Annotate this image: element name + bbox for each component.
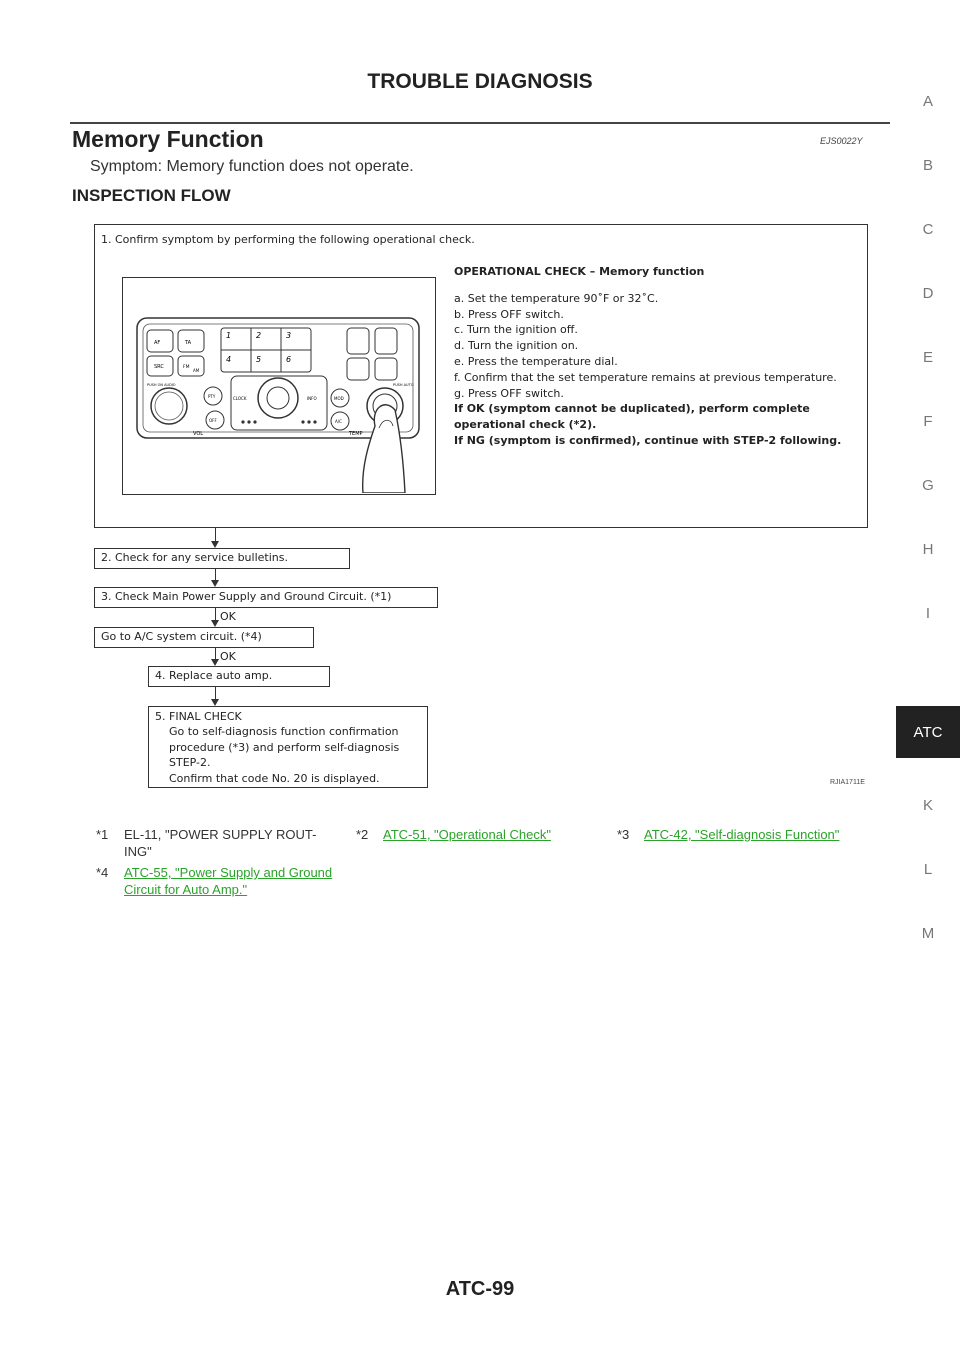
flow-step-5-line: Go to self-diagnosis function confirmation	[169, 725, 399, 739]
flow-step-5-line: Confirm that code No. 20 is displayed.	[169, 771, 380, 785]
ok-label: OK	[220, 650, 236, 663]
footnote-text-1: EL-11, "POWER SUPPLY ROUT-ING"	[124, 827, 317, 859]
header-rule	[70, 122, 890, 124]
flow-step-3-box	[94, 587, 438, 608]
panel-label-fm: FM	[183, 365, 190, 370]
panel-label-5: 5	[256, 355, 262, 364]
flow-step-2-box	[94, 548, 350, 569]
flow-step-4-box	[148, 666, 330, 687]
op-item: c. Turn the ignition off.	[454, 323, 578, 337]
ok-label: OK	[220, 610, 236, 623]
op-item: a. Set the temperature 90˚F or 32˚C.	[454, 291, 659, 305]
panel-label-am: AM	[193, 368, 200, 373]
op-item: e. Press the temperature dial.	[454, 354, 618, 368]
panel-label-off: OFF	[209, 418, 217, 423]
footnote-key-1: *1	[96, 827, 109, 842]
flow-step-5-line: STEP-2.	[169, 756, 211, 770]
control-panel-drawing	[123, 278, 434, 493]
op-item: b. Press OFF switch.	[454, 307, 564, 321]
panel-label-push-auto: PUSH AUTO	[393, 383, 414, 387]
flow-step-2-text: 2. Check for any service bulletins.	[101, 551, 288, 564]
op-result-ok: If OK (symptom cannot be duplicated), perform complete operational check (*2).	[454, 402, 810, 432]
control-panel-illustration	[122, 277, 436, 495]
flow-arrowhead	[211, 659, 219, 666]
side-tab-atc-active[interactable]: ATC	[896, 706, 960, 758]
op-item: d. Turn the ignition on.	[454, 339, 579, 353]
flow-step-3-text: 3. Check Main Power Supply and Ground Circuit. (*1)	[101, 590, 392, 603]
op-result-ng: If NG (symptom is confirmed), continue with STEP-2 following.	[454, 433, 842, 447]
flow-step-5-title: 5. FINAL CHECK	[155, 710, 242, 723]
panel-label-push-on-audio: PUSH ON AUDIO	[147, 383, 176, 387]
panel-label-vol: VOL	[193, 431, 204, 437]
side-tab-i[interactable]: I	[925, 605, 931, 622]
symptom-text: Symptom: Memory function does not operate.	[90, 158, 414, 175]
panel-label-1: 1	[226, 331, 232, 340]
op-item: f. Confirm that the set temperature remains at previous temperature.	[454, 370, 837, 384]
flow-step-1-text: 1. Confirm symptom by performing the following operational check.	[101, 233, 475, 246]
inspection-flow-heading: INSPECTION FLOW	[72, 186, 231, 205]
panel-label-6: 6	[286, 355, 292, 364]
side-tab-m[interactable]: M	[921, 925, 935, 942]
side-tab-k[interactable]: K	[922, 797, 933, 814]
side-tab-l[interactable]: L	[923, 861, 933, 878]
side-tab-c[interactable]: C	[922, 221, 934, 238]
section-title: Memory Function	[72, 126, 264, 152]
side-tab-g[interactable]: G	[922, 477, 934, 494]
panel-label-3: 3	[286, 331, 292, 340]
footnote-key-4: *4	[96, 865, 109, 880]
figure-code: RJIA1711E	[830, 779, 865, 786]
op-item: g. Press OFF switch.	[454, 386, 564, 400]
panel-label-clock: CLOCK	[233, 396, 247, 401]
footnote-key-3: *3	[617, 827, 630, 842]
side-tab-d[interactable]: D	[922, 285, 934, 302]
panel-label-info: INFO	[307, 396, 317, 401]
side-tab-b[interactable]: B	[922, 157, 933, 174]
footnote-link-2[interactable]: ATC-51, "Operational Check"	[383, 827, 551, 842]
panel-label-4: 4	[226, 355, 232, 364]
panel-label-src: SRC	[154, 364, 164, 370]
flow-step-5-line: procedure (*3) and perform self-diagnosis	[169, 740, 400, 754]
operational-check-text	[454, 264, 864, 449]
page-header-title: TROUBLE DIAGNOSIS	[367, 70, 593, 93]
flow-arrowhead	[211, 620, 219, 627]
flow-step-4-text: 4. Replace auto amp.	[155, 669, 273, 682]
page-number: ATC-99	[445, 1278, 515, 1300]
goto-ac-circuit-box	[94, 627, 314, 648]
flow-step-5-box	[148, 706, 428, 788]
panel-label-temp: TEMP	[349, 431, 363, 437]
footnote-key-2: *2	[356, 827, 369, 842]
section-id: EJS0022Y	[820, 136, 863, 146]
panel-label-pty: PTY	[208, 394, 216, 399]
panel-label-af: AF	[154, 340, 161, 346]
goto-ac-circuit-text: Go to A/C system circuit. (*4)	[101, 630, 262, 643]
footnote-link-4[interactable]: ATC-55, "Power Supply and Ground Circuit for Auto Amp."	[124, 865, 333, 897]
side-tab-a[interactable]: A	[922, 93, 933, 110]
side-tab-h[interactable]: H	[922, 541, 934, 558]
panel-label-2: 2	[256, 331, 262, 340]
side-tab-f[interactable]: F	[923, 413, 933, 430]
side-tab-e[interactable]: E	[922, 349, 933, 366]
flow-arrowhead	[211, 699, 219, 706]
footnote-link-3[interactable]: ATC-42, "Self-diagnosis Function"	[644, 827, 840, 842]
flow-arrowhead	[211, 541, 219, 548]
op-check-title: OPERATIONAL CHECK – Memory function	[454, 265, 705, 278]
panel-label-ac: A/C	[335, 419, 342, 424]
panel-label-ta: TA	[185, 340, 192, 346]
flow-arrow	[215, 528, 216, 542]
flow-arrowhead	[211, 580, 219, 587]
panel-label-mod: MOD	[334, 396, 344, 401]
